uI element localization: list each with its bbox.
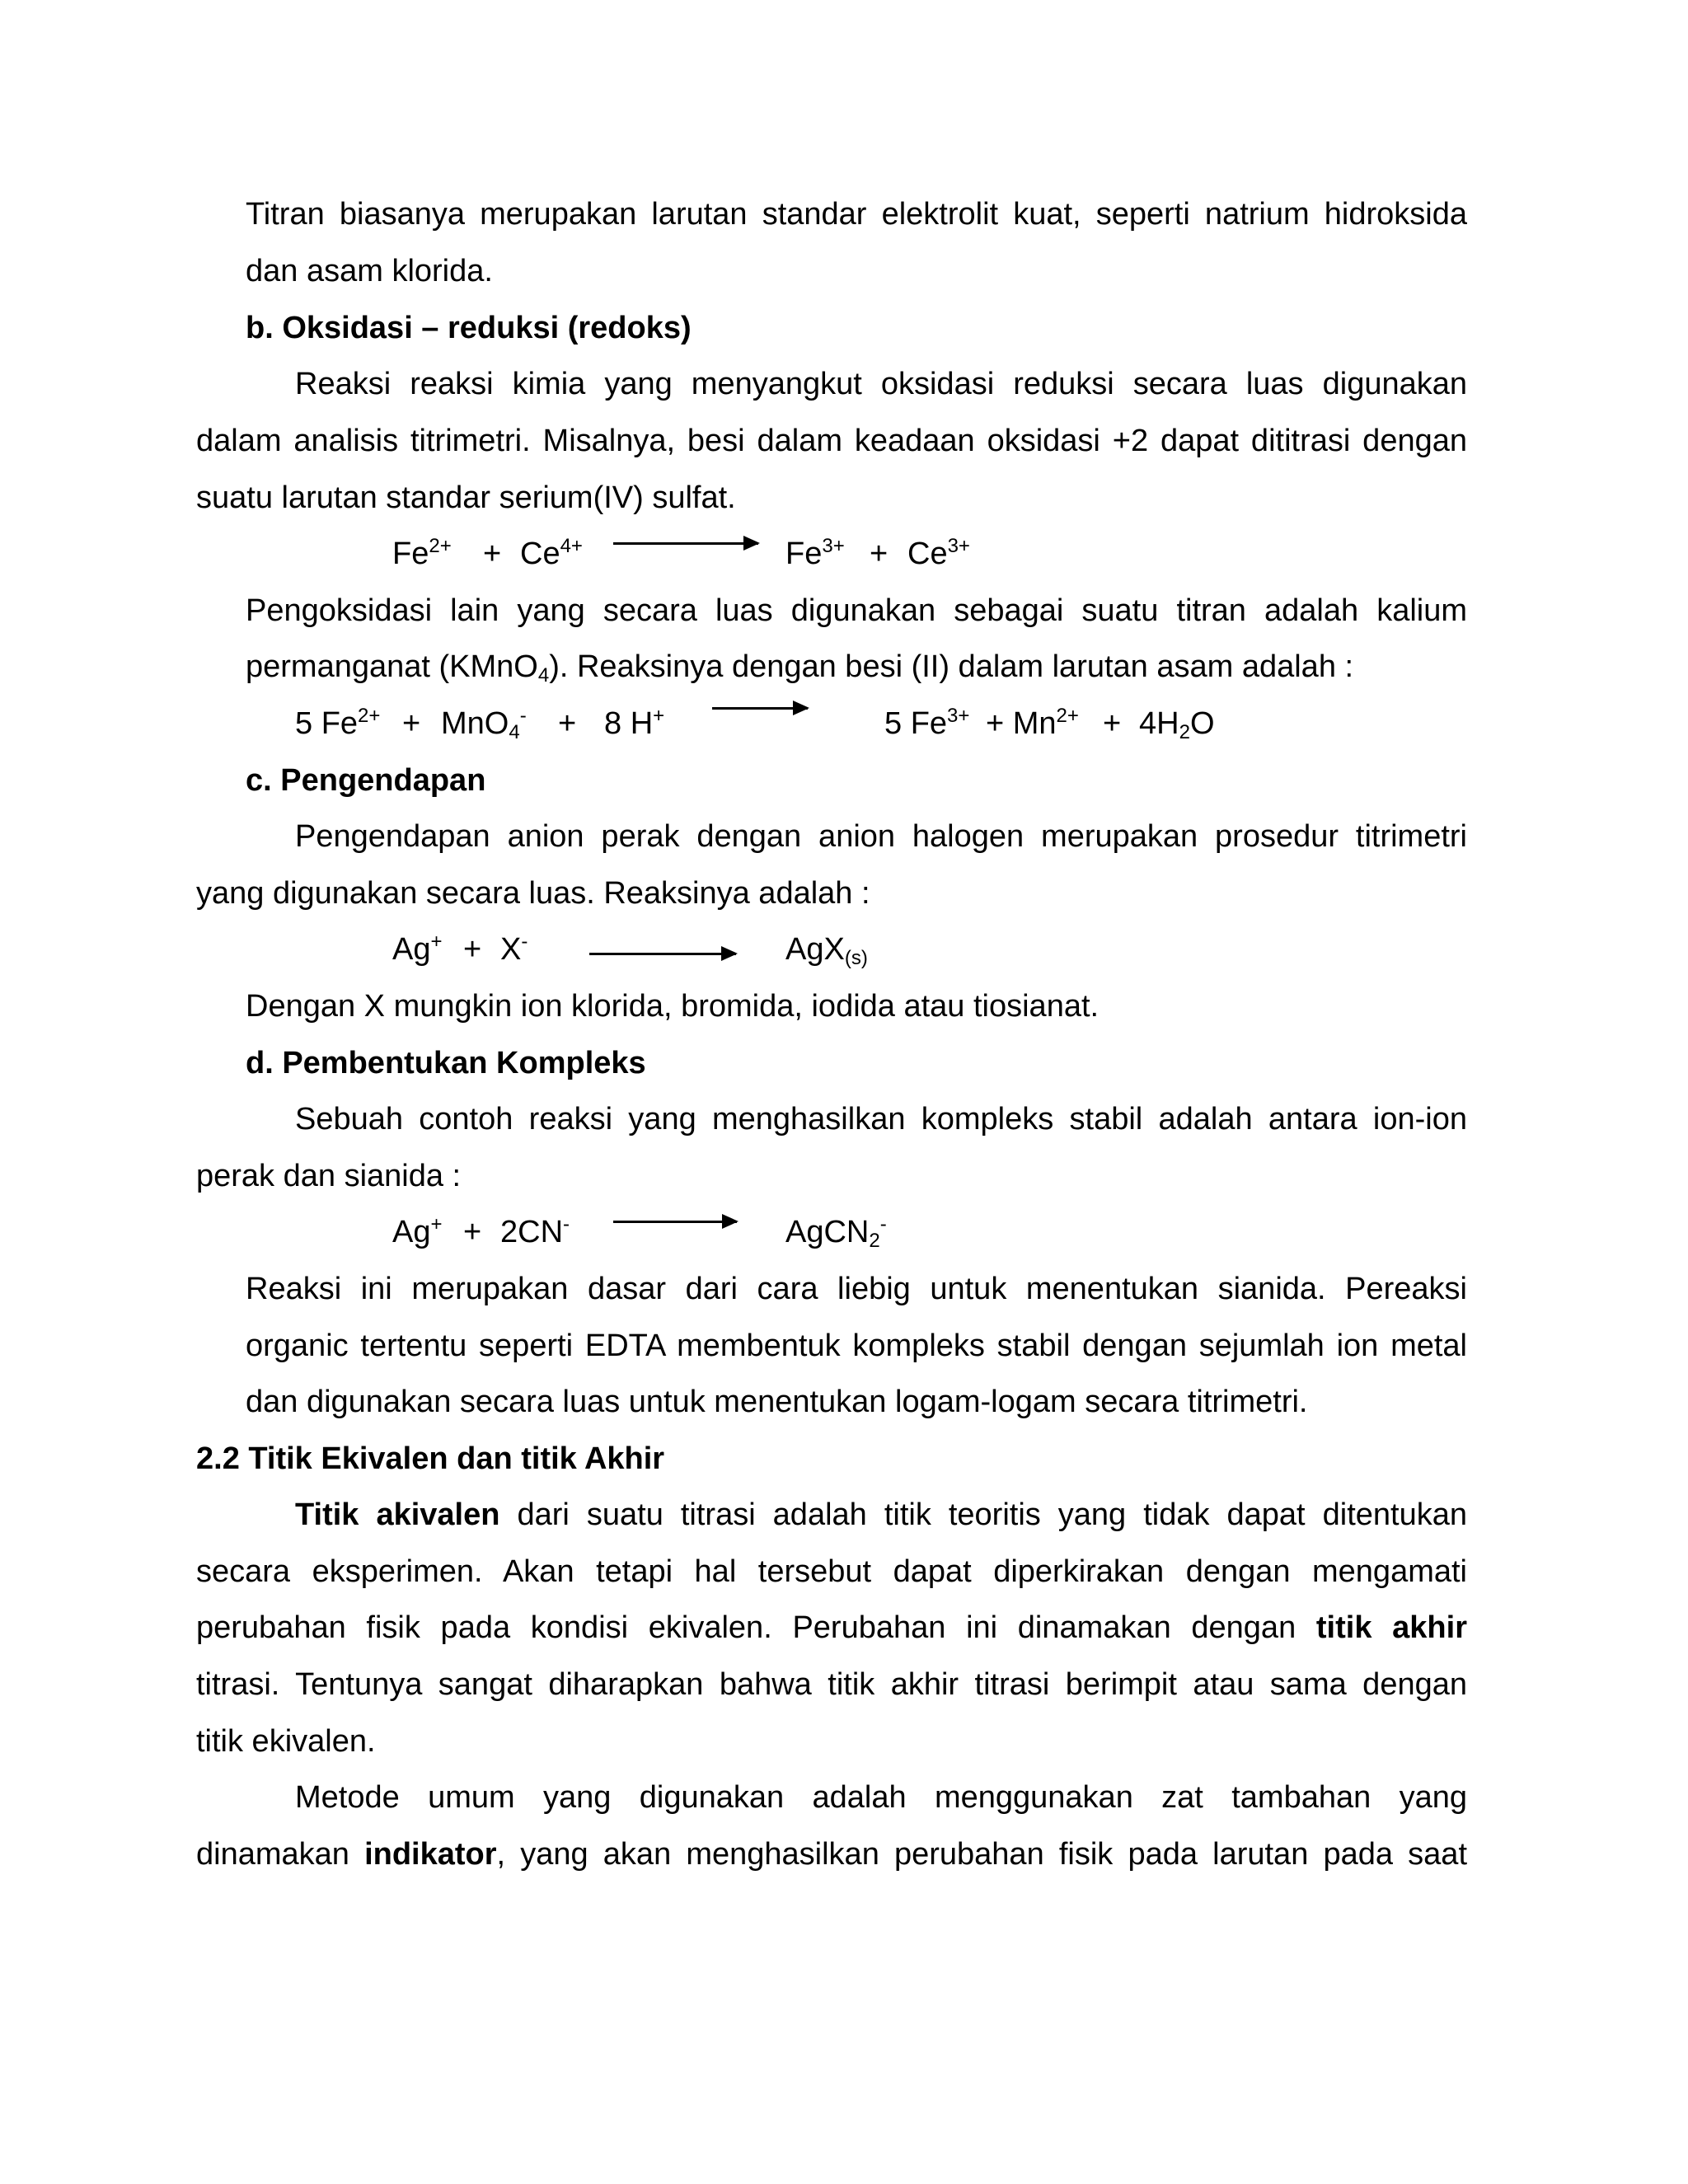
equation-term: AgCN$_2$- — [785, 1213, 887, 1252]
chemical-equation-silver-cyanide — [0, 1204, 1688, 1261]
equation-plus: + — [402, 706, 421, 741]
section-heading-b: b. Oksidasi – reduksi (redoks) — [246, 311, 692, 345]
section-heading-d: d. Pembentukan Kompleks — [246, 1046, 646, 1080]
equation-term: + $Mn^{2+}$ — [986, 705, 1079, 741]
chemical-equation-permanganate — [0, 696, 1688, 752]
body-text-line: dinamakan indikator, yang akan menghasilkan perubahan fisik pada larutan pada saat — [196, 1837, 1467, 1872]
body-text-line: titrasi. Tentunya sangat diharapkan bahwa titik akhir titrasi berimpit atau sama dengan — [196, 1667, 1467, 1702]
equation-term: 2CN- — [500, 1213, 570, 1249]
equation-term: $Fe^{3+}$ — [785, 535, 845, 571]
term-titik-akivalen: Titik akivalen — [295, 1497, 500, 1532]
body-text-line: Metode umum yang digunakan adalah menggunakan zat tambahan yang — [295, 1780, 1467, 1815]
body-text-line: perak dan sianida : — [196, 1159, 462, 1193]
equation-term: 5 $Fe^{2+}$ — [295, 705, 381, 741]
body-text-line: Dengan X mungkin ion klorida, bromida, iodida atau tiosianat. — [246, 989, 1100, 1024]
body-text-line: Reaksi ini merupakan dasar dari cara liebig untuk menentukan sianida. Pereaksi — [246, 1272, 1467, 1306]
reaction-arrow — [613, 542, 758, 545]
body-text-line: Titik akivalen dari suatu titrasi adalah titik teoritis yang tidak dapat ditentukan — [295, 1497, 1467, 1532]
body-text-line: Titran biasanya merupakan larutan standar elektrolit kuat, seperti natrium hidroksida — [246, 197, 1467, 232]
body-text-line: yang digunakan secara luas. Reaksinya adalah : — [196, 876, 870, 911]
body-text-line: perubahan fisik pada kondisi ekivalen. Perubahan ini dinamakan dengan titik akhir — [196, 1610, 1467, 1645]
body-text-line: dalam analisis titrimetri. Misalnya, besi dalam keadaan oksidasi +2 dapat dititrasi dengan — [196, 424, 1467, 458]
reaction-arrow — [712, 707, 808, 710]
body-text-line: organic tertentu seperti EDTA membentuk kompleks stabil dengan sejumlah ion metal — [246, 1329, 1467, 1363]
body-text-line: Reaksi reaksi kimia yang menyangkut oksidasi reduksi secara luas digunakan — [295, 367, 1467, 401]
body-text-line: suatu larutan standar serium(IV) sulfat. — [196, 480, 736, 515]
equation-term: AgX$_{(s)}$ — [785, 932, 868, 969]
equation-term: $Fe^{2+}$ — [392, 535, 452, 571]
equation-term: Ag+ — [392, 1213, 443, 1249]
equation-term: 5 $Fe^{3+}$ — [884, 705, 970, 741]
chemical-equation-silver-halide — [0, 921, 1688, 978]
equation-plus: + — [1103, 706, 1122, 741]
body-text-line: dan asam klorida. — [246, 254, 493, 288]
equation-term: $Ce^{4+}$ — [520, 535, 583, 571]
term-titik-akhir: titik akhir — [1315, 1610, 1467, 1645]
body-text-line: dan digunakan secara luas untuk menentukan logam-logam secara titrimetri. — [246, 1385, 1308, 1419]
body-text-line: titik ekivalen. — [196, 1724, 376, 1759]
equation-plus: + — [870, 537, 889, 571]
section-heading-2-2: 2.2 Titik Ekivalen dan titik Akhir — [196, 1441, 665, 1476]
equation-plus: + — [463, 932, 482, 967]
equation-term: $4H_2O$ — [1139, 706, 1215, 743]
equation-plus: + — [463, 1215, 482, 1249]
section-heading-c: c. Pengendapan — [246, 763, 486, 798]
equation-term: 8 H+ — [604, 705, 665, 741]
body-text-line: Pengoksidasi lain yang secara luas digunakan sebagai suatu titran adalah kalium — [246, 593, 1467, 628]
equation-plus: + — [483, 537, 502, 571]
chemical-equation-fe-ce — [0, 526, 1688, 583]
body-text-line: Pengendapan anion perak dengan anion halogen merupakan prosedur titrimetri — [295, 819, 1467, 854]
equation-term: $Ce^{3+}$ — [907, 535, 970, 571]
body-text-line: secara eksperimen. Akan tetapi hal tersebut dapat diperkirakan dengan mengamati — [196, 1554, 1467, 1589]
reaction-arrow — [589, 953, 736, 955]
reaction-arrow — [613, 1221, 737, 1223]
body-text-line: permanganat (KMnO$_4$). Reaksinya dengan besi (II) dalam larutan asam adalah : — [246, 649, 1354, 687]
equation-term: X- — [500, 930, 528, 967]
body-text-line: Sebuah contoh reaksi yang menghasilkan kompleks stabil adalah antara ion-ion — [295, 1102, 1467, 1137]
equation-term: MnO$_4$- — [441, 705, 527, 743]
equation-plus: + — [558, 706, 577, 741]
term-indikator: indikator — [364, 1837, 497, 1872]
equation-term: Ag+ — [392, 930, 443, 967]
